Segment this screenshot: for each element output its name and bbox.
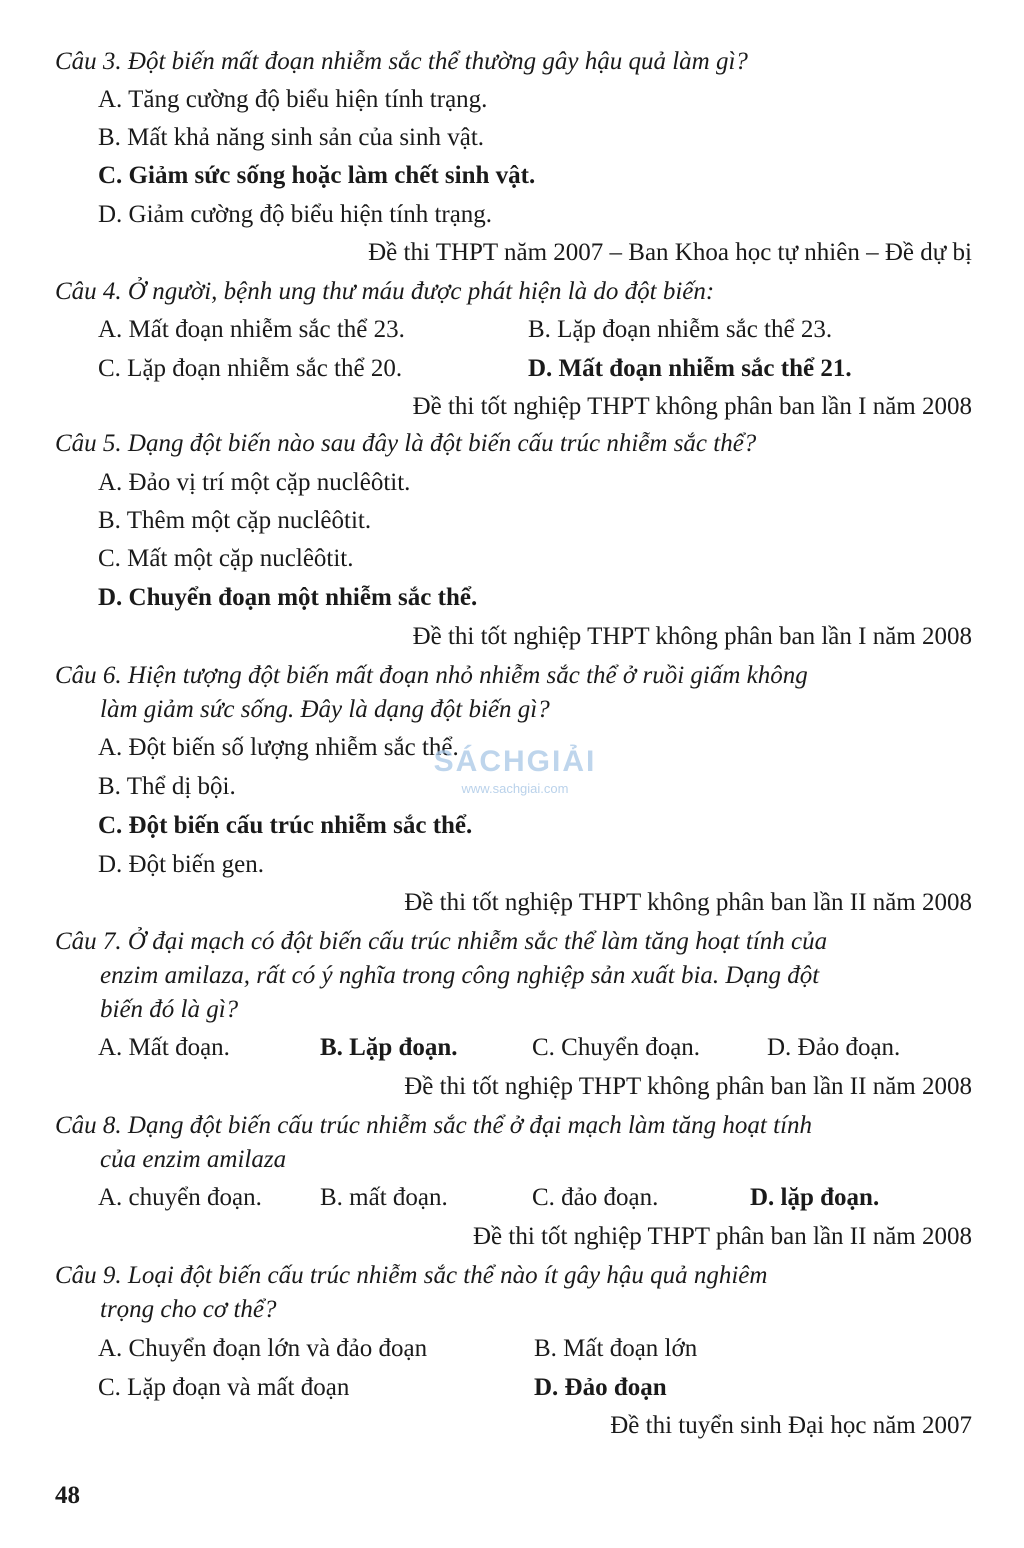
question-9-line-1: Câu 9. Loại đột biến cấu trúc nhiễm sắc thể nào ít gây hậu quả nghiêm xyxy=(55,1262,768,1289)
question-3: Câu 3. Đột biến mất đoạn nhiễm sắc thể thường gây hậu quả làm gì? xyxy=(55,48,748,75)
question-8-line-1: Câu 8. Dạng đột biến cấu trúc nhiễm sắc thể ở đại mạch làm tăng hoạt tính xyxy=(55,1112,813,1139)
watermark-logo: SÁCHGIẢI xyxy=(433,745,597,778)
q9-source: Đề thi tuyển sinh Đại học năm 2007 xyxy=(610,1412,972,1439)
q4-option-b: B. Lặp đoạn nhiễm sắc thể 23. xyxy=(528,316,833,343)
q7-option-c: C. Chuyển đoạn. xyxy=(532,1034,701,1061)
q8-option-d-answer: D. lặp đoạn. xyxy=(750,1184,880,1211)
q6-source: Đề thi tốt nghiệp THPT không phân ban lần II năm 2008 xyxy=(404,889,972,916)
q9-option-d-answer: D. Đảo đoạn xyxy=(534,1374,667,1401)
q5-option-c: C. Mất một cặp nuclêôtit. xyxy=(98,545,354,572)
q4-source: Đề thi tốt nghiệp THPT không phân ban lần I năm 2008 xyxy=(412,393,972,420)
q4-option-d-answer: D. Mất đoạn nhiễm sắc thể 21. xyxy=(528,355,852,382)
page-number: 48 xyxy=(55,1482,80,1509)
q5-source: Đề thi tốt nghiệp THPT không phân ban lần I năm 2008 xyxy=(412,623,972,650)
q3-option-c-answer: C. Giảm sức sống hoặc làm chết sinh vật. xyxy=(98,162,536,189)
question-9-line-2: trọng cho cơ thể? xyxy=(100,1296,277,1323)
q9-option-c: C. Lặp đoạn và mất đoạn xyxy=(98,1374,350,1401)
q3-option-a: A. Tăng cường độ biểu hiện tính trạng. xyxy=(98,86,488,113)
q7-option-d: D. Đảo đoạn. xyxy=(767,1034,901,1061)
q7-option-a: A. Mất đoạn. xyxy=(98,1034,230,1061)
q3-option-d: D. Giảm cường độ biểu hiện tính trạng. xyxy=(98,201,493,228)
q3-option-b: B. Mất khả năng sinh sản của sinh vật. xyxy=(98,124,485,151)
watermark-url: www.sachgiai.com xyxy=(461,781,569,796)
q6-option-b: B. Thể dị bội. xyxy=(98,773,236,800)
question-5: Câu 5. Dạng đột biến nào sau đây là đột biến cấu trúc nhiễm sắc thể? xyxy=(55,430,757,457)
q5-option-a: A. Đảo vị trí một cặp nuclêôtit. xyxy=(98,469,411,496)
q8-option-c: C. đảo đoạn. xyxy=(532,1184,659,1211)
q6-option-c-answer: C. Đột biến cấu trúc nhiễm sắc thể. xyxy=(98,812,473,839)
q3-source: Đề thi THPT năm 2007 – Ban Khoa học tự nhiên – Đề dự bị xyxy=(368,239,972,266)
q7-option-b-answer: B. Lặp đoạn. xyxy=(320,1034,458,1061)
q9-option-b: B. Mất đoạn lớn xyxy=(534,1335,698,1362)
q6-option-a: A. Đột biến số lượng nhiễm sắc thể. xyxy=(98,734,459,761)
q9-option-a: A. Chuyển đoạn lớn và đảo đoạn xyxy=(98,1335,428,1362)
question-7-line-3: biến đó là gì? xyxy=(100,996,239,1023)
q8-source: Đề thi tốt nghiệp THPT phân ban lần II năm 2008 xyxy=(473,1223,972,1250)
q8-option-b: B. mất đoạn. xyxy=(320,1184,448,1211)
question-6-line-1: Câu 6. Hiện tượng đột biến mất đoạn nhỏ nhiễm sắc thể ở ruồi giấm không xyxy=(55,662,808,689)
question-7-line-2: enzim amilaza, rất có ý nghĩa trong công nghiệp sản xuất bia. Dạng đột xyxy=(100,962,820,989)
q4-option-a: A. Mất đoạn nhiễm sắc thể 23. xyxy=(98,316,405,343)
q8-option-a: A. chuyển đoạn. xyxy=(98,1184,262,1211)
question-4: Câu 4. Ở người, bệnh ung thư máu được phát hiện là do đột biến: xyxy=(55,278,715,305)
question-8-line-2: của enzim amilaza xyxy=(100,1146,287,1173)
q6-option-d: D. Đột biến gen. xyxy=(98,851,264,878)
question-6-line-2: làm giảm sức sống. Đây là dạng đột biến gì? xyxy=(100,696,550,723)
question-7-line-1: Câu 7. Ở đại mạch có đột biến cấu trúc nhiễm sắc thể làm tăng hoạt tính của xyxy=(55,928,828,955)
q4-option-c: C. Lặp đoạn nhiễm sắc thể 20. xyxy=(98,355,403,382)
q7-source: Đề thi tốt nghiệp THPT không phân ban lần II năm 2008 xyxy=(404,1073,972,1100)
q5-option-b: B. Thêm một cặp nuclêôtit. xyxy=(98,507,372,534)
q5-option-d-answer: D. Chuyển đoạn một nhiễm sắc thể. xyxy=(98,584,478,611)
